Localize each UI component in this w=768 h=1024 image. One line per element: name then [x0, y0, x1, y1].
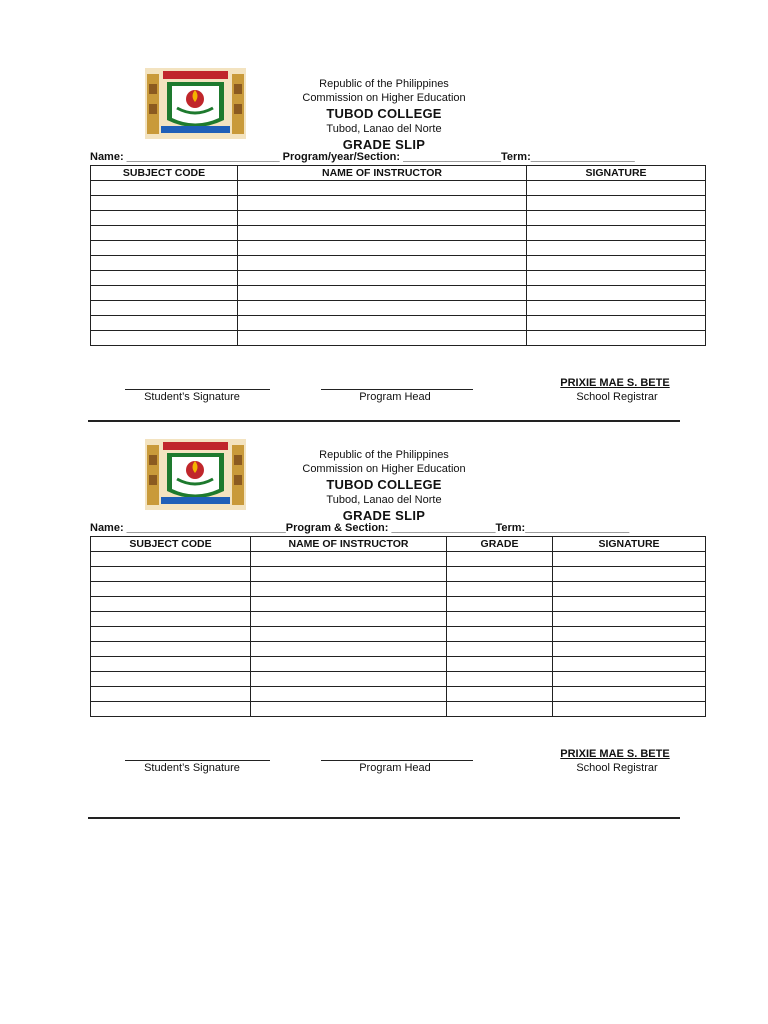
table-cell[interactable] — [91, 672, 251, 687]
table-row — [91, 657, 706, 672]
table-cell[interactable] — [238, 286, 527, 301]
student-signature-line[interactable] — [125, 381, 270, 390]
table-cell[interactable] — [527, 301, 706, 316]
table-cell[interactable] — [553, 612, 706, 627]
table-cell[interactable] — [447, 672, 553, 687]
table-cell[interactable] — [553, 702, 706, 717]
table-cell[interactable] — [91, 211, 238, 226]
table-cell[interactable] — [447, 612, 553, 627]
table-row — [91, 582, 706, 597]
table-row — [91, 567, 706, 582]
column-header-instructor: NAME OF INSTRUCTOR — [238, 166, 527, 181]
table-cell[interactable] — [251, 672, 447, 687]
column-header-subject-code: SUBJECT CODE — [91, 166, 238, 181]
table-cell[interactable] — [91, 687, 251, 702]
table-cell[interactable] — [447, 552, 553, 567]
table-cell[interactable] — [553, 642, 706, 657]
table-row — [91, 597, 706, 612]
slip-separator-line — [88, 420, 680, 422]
header-commission: Commission on Higher Education — [302, 92, 466, 104]
college-seal-logo — [145, 68, 246, 139]
header-republic: Republic of the Philippines — [319, 78, 449, 90]
table-cell[interactable] — [91, 331, 238, 346]
registrar-title: School Registrar — [576, 762, 658, 774]
table-row — [91, 552, 706, 567]
table-cell[interactable] — [238, 316, 527, 331]
table-row — [91, 226, 706, 241]
table-cell[interactable] — [91, 301, 238, 316]
student-signature-line[interactable] — [125, 752, 270, 761]
table-cell[interactable] — [91, 582, 251, 597]
table-row — [91, 612, 706, 627]
table-cell[interactable] — [91, 286, 238, 301]
registrar-name: PRIXIE MAE S. BETE — [560, 377, 670, 389]
table-cell[interactable] — [447, 642, 553, 657]
table-header-row — [91, 166, 706, 181]
student-info-row[interactable]: Name: __________________________Program & Section: _________________Term:_________________ — [90, 522, 630, 534]
table-cell[interactable] — [238, 331, 527, 346]
student-signature-label: Student’s Signature — [144, 391, 240, 403]
program-head-label: Program Head — [359, 762, 431, 774]
table-row — [91, 196, 706, 211]
table-cell[interactable] — [447, 657, 553, 672]
table-row — [91, 241, 706, 256]
table-cell[interactable] — [91, 552, 251, 567]
student-signature-label: Student’s Signature — [144, 762, 240, 774]
table-cell[interactable] — [238, 256, 527, 271]
header-location: Tubod, Lanao del Norte — [326, 123, 442, 135]
table-cell[interactable] — [91, 657, 251, 672]
table-cell[interactable] — [251, 597, 447, 612]
table-cell[interactable] — [91, 181, 238, 196]
table-cell[interactable] — [553, 582, 706, 597]
table-cell[interactable] — [553, 672, 706, 687]
slip-separator-line — [88, 817, 680, 819]
table-cell[interactable] — [238, 196, 527, 211]
table-row — [91, 331, 706, 346]
table-row — [91, 286, 706, 301]
table-cell[interactable] — [527, 241, 706, 256]
table-row — [91, 672, 706, 687]
table-cell[interactable] — [527, 316, 706, 331]
table-cell[interactable] — [238, 241, 527, 256]
table-cell[interactable] — [251, 627, 447, 642]
table-cell[interactable] — [251, 612, 447, 627]
table-cell[interactable] — [91, 241, 238, 256]
table-cell[interactable] — [527, 331, 706, 346]
table-cell[interactable] — [91, 226, 238, 241]
table-cell[interactable] — [91, 642, 251, 657]
table-cell[interactable] — [251, 552, 447, 567]
table-cell[interactable] — [527, 196, 706, 211]
program-head-signature-line[interactable] — [321, 752, 473, 761]
table-cell[interactable] — [91, 256, 238, 271]
table-row — [91, 181, 706, 196]
table-cell[interactable] — [91, 567, 251, 582]
table-row — [91, 271, 706, 286]
table-cell[interactable] — [527, 256, 706, 271]
table-cell[interactable] — [553, 657, 706, 672]
registrar-name: PRIXIE MAE S. BETE — [560, 748, 670, 760]
table-row — [91, 627, 706, 642]
grade-table — [90, 536, 706, 717]
table-cell[interactable] — [251, 642, 447, 657]
table-row — [91, 301, 706, 316]
table-cell[interactable] — [91, 271, 238, 286]
table-cell[interactable] — [553, 687, 706, 702]
table-cell[interactable] — [553, 627, 706, 642]
table-row — [91, 642, 706, 657]
table-cell[interactable] — [447, 627, 553, 642]
column-header-signature: SIGNATURE — [553, 537, 706, 552]
table-cell[interactable] — [91, 627, 251, 642]
registrar-title: School Registrar — [576, 391, 658, 403]
table-cell[interactable] — [251, 657, 447, 672]
table-cell[interactable] — [527, 286, 706, 301]
table-cell[interactable] — [238, 181, 527, 196]
college-seal-logo — [145, 439, 246, 510]
table-cell[interactable] — [553, 567, 706, 582]
table-row — [91, 687, 706, 702]
table-cell[interactable] — [447, 567, 553, 582]
header-commission: Commission on Higher Education — [302, 463, 466, 475]
table-cell[interactable] — [527, 271, 706, 286]
table-cell[interactable] — [251, 687, 447, 702]
table-cell[interactable] — [527, 181, 706, 196]
table-cell[interactable] — [91, 612, 251, 627]
table-row — [91, 256, 706, 271]
table-cell[interactable] — [91, 702, 251, 717]
student-info-row[interactable]: Name: _________________________ Program/year/Section: ________________Term:_________________ — [90, 151, 635, 163]
table-cell[interactable] — [91, 196, 238, 211]
table-cell[interactable] — [91, 316, 238, 331]
table-cell[interactable] — [238, 271, 527, 286]
header-republic: Republic of the Philippines — [319, 449, 449, 461]
table-cell[interactable] — [251, 702, 447, 717]
grade-table — [90, 165, 706, 346]
table-row — [91, 211, 706, 226]
table-cell[interactable] — [553, 552, 706, 567]
table-cell[interactable] — [553, 597, 706, 612]
table-cell[interactable] — [447, 702, 553, 717]
table-header-row — [91, 537, 706, 552]
table-cell[interactable] — [251, 582, 447, 597]
column-header-subject-code: SUBJECT CODE — [91, 537, 251, 552]
table-cell[interactable] — [447, 582, 553, 597]
table-cell[interactable] — [251, 567, 447, 582]
program-head-label: Program Head — [359, 391, 431, 403]
table-cell[interactable] — [447, 687, 553, 702]
form-title: GRADE SLIP — [342, 137, 426, 152]
column-header-signature: SIGNATURE — [527, 166, 706, 181]
table-cell[interactable] — [238, 226, 527, 241]
header-college-name: TUBOD COLLEGE — [326, 106, 442, 121]
table-cell[interactable] — [238, 211, 527, 226]
table-cell[interactable] — [527, 226, 706, 241]
program-head-signature-line[interactable] — [321, 381, 473, 390]
table-cell[interactable] — [238, 301, 527, 316]
column-header-grade: GRADE — [447, 537, 553, 552]
form-title: GRADE SLIP — [342, 508, 426, 523]
header-college-name: TUBOD COLLEGE — [326, 477, 442, 492]
table-row — [91, 702, 706, 717]
table-cell[interactable] — [447, 597, 553, 612]
table-cell[interactable] — [527, 211, 706, 226]
header-location: Tubod, Lanao del Norte — [326, 494, 442, 506]
table-cell[interactable] — [91, 597, 251, 612]
column-header-instructor: NAME OF INSTRUCTOR — [251, 537, 447, 552]
table-row — [91, 316, 706, 331]
